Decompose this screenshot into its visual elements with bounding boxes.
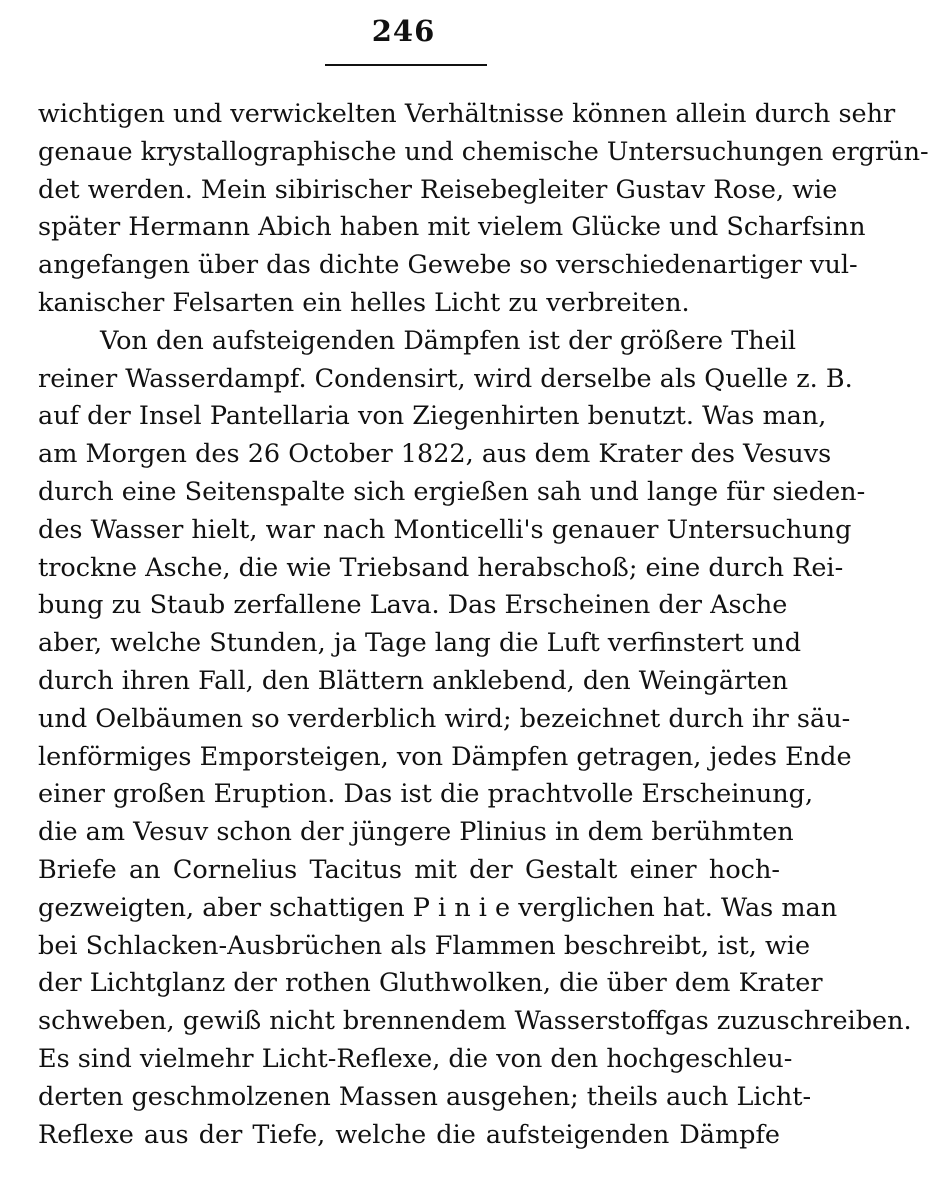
text-line: aber, welche Stunden, ja Tage lang die Luft verfinstert und xyxy=(38,628,802,659)
text-line: lenförmiges Emporsteigen, von Dämpfen getragen, jedes Ende xyxy=(38,741,852,772)
header-rule xyxy=(325,64,487,66)
text-line: am Morgen des 26 October 1822, aus dem Krater des Vesuvs xyxy=(38,439,832,470)
text-line: durch ihren Fall, den Blättern anklebend, den Weingärten xyxy=(38,665,789,696)
text-line: des Wasser hielt, war nach Monticelli's genauer Untersuchung xyxy=(38,514,852,545)
text-line: bei Schlacken-Ausbrüchen als Flammen beschreibt, ist, wie xyxy=(38,930,811,961)
text-line: durch eine Seitenspalte sich ergießen sah und lange für sieden- xyxy=(38,476,866,507)
text-line: wichtigen und verwickelten Verhältnisse können allein durch sehr xyxy=(38,99,896,129)
text-line: Von den aufsteigenden Dämpfen ist der größere Theil xyxy=(100,325,797,356)
text-line: bung zu Staub zerfallene Lava. Das Erscheinen der Asche xyxy=(38,590,788,621)
text-line: reiner Wasserdampf. Condensirt, wird derselbe als Quelle z. B. xyxy=(38,363,853,394)
text-line: auf der Insel Pantellaria von Ziegenhirten benutzt. Was man, xyxy=(38,401,827,432)
text-line: angefangen über das dichte Gewebe so verschiedenartiger vul- xyxy=(38,250,858,281)
text-line: kanischer Felsarten ein helles Licht zu verbreiten. xyxy=(38,287,690,318)
text-line: genaue krystallographische und chemische Untersuchungen ergrün- xyxy=(38,136,929,167)
text-line: Es sind vielmehr Licht-Reflexe, die von den hochgeschleu- xyxy=(38,1043,793,1074)
text-line: trockne Asche, die wie Triebsand herabschoß; eine durch Rei- xyxy=(38,552,844,583)
body-text xyxy=(38,96,929,1154)
page-number: 246 xyxy=(371,14,436,48)
text-line: die am Vesuv schon der jüngere Plinius in dem berühmten xyxy=(38,817,794,848)
text-line: einer großen Eruption. Das ist die prachtvolle Erscheinung, xyxy=(38,779,814,810)
text-line: gezweigten, aber schattigen P i n i e verglichen hat. Was man xyxy=(38,892,838,923)
text-line: und Oelbäumen so verderblich wird; bezeichnet durch ihr säu- xyxy=(38,703,851,734)
text-line: det werden. Mein sibirischer Reisebegleiter Gustav Rose, wie xyxy=(38,174,838,205)
text-line: schweben, gewiß nicht brennendem Wasserstoffgas zuzuschreiben. xyxy=(38,1006,912,1037)
text-line: Reflexe aus der Tiefe, welche die aufsteigenden Dämpfe xyxy=(38,1119,780,1150)
text-line: der Lichtglanz der rothen Gluthwolken, die über dem Krater xyxy=(38,968,823,999)
text-line: Briefe an Cornelius Tacitus mit der Gestalt einer hoch- xyxy=(38,854,780,885)
text-line: derten geschmolzenen Massen ausgehen; theils auch Licht- xyxy=(38,1081,812,1112)
text-line: später Hermann Abich haben mit vielem Glücke und Scharfsinn xyxy=(38,212,866,243)
